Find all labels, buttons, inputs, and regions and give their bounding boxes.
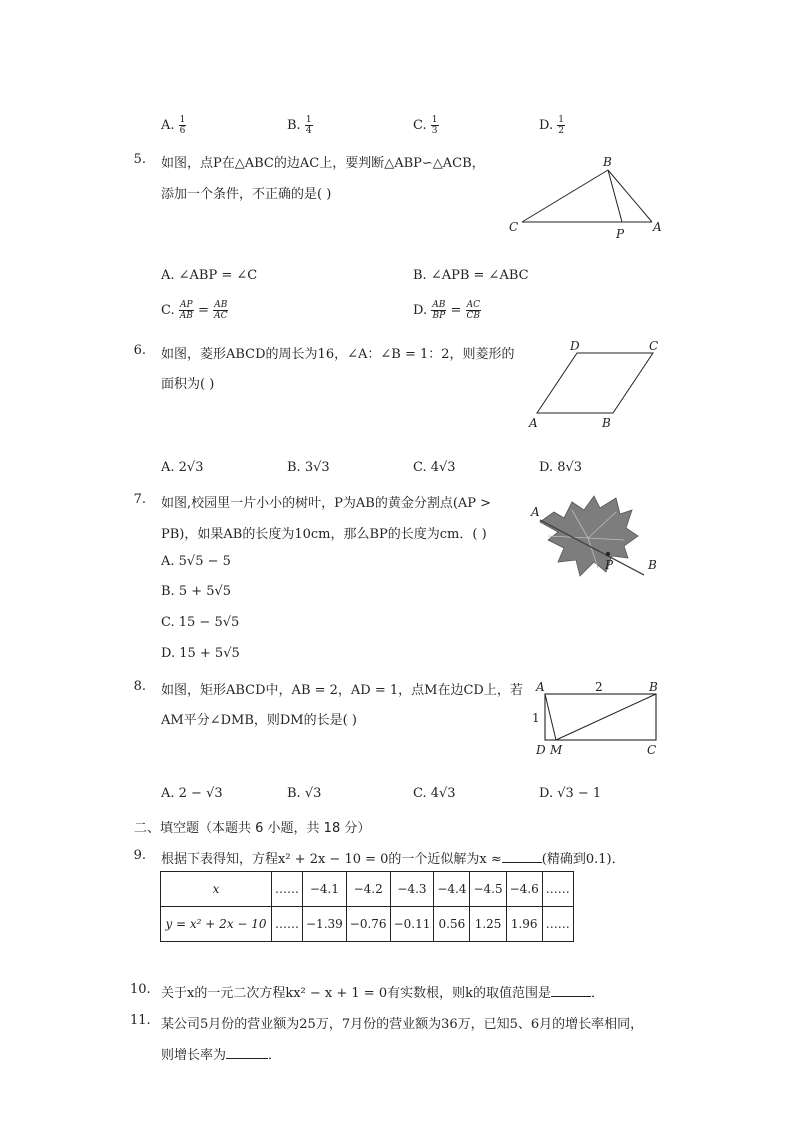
label-b: B: [602, 416, 611, 430]
table-row: y = x² + 2x − 10 …… −1.39 −0.76 −0.11 0.56 1.25 1.96 ……: [161, 907, 574, 942]
option-b: B. 5 + 5√5: [161, 584, 232, 599]
fraction: $\frac{1}{4}$: [305, 115, 312, 136]
option-d: D. √3 − 1: [539, 786, 602, 801]
question-number: 5.: [133, 152, 146, 167]
answer-blank[interactable]: [226, 1057, 268, 1059]
fraction: $\frac{AP}{AB}$: [179, 300, 193, 321]
fraction: $\frac{1}{6}$: [179, 115, 186, 136]
q4-option-d: D. $\frac{1}{2}$: [539, 115, 564, 136]
q4-option-c: C. $\frac{1}{3}$: [413, 115, 438, 136]
label-b: B: [649, 680, 658, 694]
label-1: 1: [532, 711, 540, 725]
fraction: $\frac{1}{3}$: [431, 115, 438, 136]
label-a: A: [531, 505, 540, 519]
label-m: M: [550, 743, 563, 757]
question-number: 8.: [133, 679, 146, 694]
question-text: 关于x的一元二次方程kx² − x + 1 = 0有实数根，则k的取值范围是 ．: [161, 986, 604, 1001]
question-text: 添加一个条件，不正确的是( ): [161, 187, 332, 202]
question-text: 则增长率为 ．: [161, 1048, 282, 1063]
question-number: 6.: [133, 343, 146, 358]
question-text: 如图，点P在△ABC的边AC上，要判断△ABP∽△ACB，: [161, 156, 485, 171]
label-d: D: [570, 339, 580, 353]
value-table: [160, 871, 574, 942]
label-b: B: [603, 155, 612, 169]
label-c: C: [509, 220, 519, 234]
label-a: A: [653, 220, 662, 234]
question-number: 9.: [133, 848, 146, 863]
option-a: A. 2 − √3: [161, 786, 223, 801]
label-a: A: [529, 416, 538, 430]
section-title: 二、填空题（本题共 6 小题，共 18 分）: [134, 821, 371, 836]
question-text: PB)，如果AB的长度为10cm，那么BP的长度为cm．( ): [161, 527, 487, 542]
option-a: A. 2√3: [161, 460, 204, 475]
question-text: 某公司5月份的营业额为25万，7月份的营业额为36万，已知5、6月的增长率相同，: [161, 1017, 644, 1032]
q4-option-a: A. $\frac{1}{6}$: [161, 115, 186, 136]
label-p: P: [616, 227, 625, 241]
triangle-figure: [505, 152, 665, 242]
option-a: A. ∠ABP = ∠C: [161, 268, 258, 283]
label-c: C: [649, 339, 659, 353]
question-number: 7.: [133, 492, 146, 507]
question-text: 如图，菱形ABCD的周长为16，∠A：∠B = 1：2，则菱形的: [161, 347, 515, 362]
answer-blank[interactable]: [551, 995, 591, 997]
option-b: B. 3√3: [287, 460, 330, 475]
option-a: A. 5√5 − 5: [161, 554, 231, 569]
option-c: C. 4√3: [413, 786, 456, 801]
option-b: B. √3: [287, 786, 322, 801]
label-d: D: [536, 743, 546, 757]
option-b: B. ∠APB = ∠ABC: [413, 268, 529, 283]
fraction: $\frac{1}{2}$: [558, 115, 564, 136]
label-2: 2: [595, 680, 603, 694]
question-text: 如图，矩形ABCD中，AB = 2，AD = 1，点M在边CD上，若: [161, 683, 523, 698]
label-b: B: [648, 558, 657, 572]
option-c: C. 15 − 5√5: [161, 615, 240, 630]
option-c: C. 4√3: [413, 460, 456, 475]
q4-option-b: B. $\frac{1}{4}$: [287, 115, 312, 136]
fraction: $\frac{AB}{AC}$: [214, 300, 228, 321]
question-number: 11.: [130, 1013, 151, 1028]
fraction: $\frac{AB}{BP}$: [432, 300, 446, 321]
label-a: A: [536, 680, 545, 694]
option-c: C. $\frac{AP}{AB}$ = $\frac{AB}{AC}$: [161, 300, 228, 321]
rectangle-figure: [528, 676, 668, 761]
label-p: P: [605, 558, 614, 572]
label-c: C: [647, 743, 657, 757]
option-d: D. $\frac{AB}{BP}$ = $\frac{AC}{CB}$: [413, 300, 481, 321]
question-number: 10.: [130, 982, 151, 997]
option-d: D. 15 + 5√5: [161, 646, 240, 661]
question-text: 根据下表得知，方程x² + 2x − 10 = 0的一个近似解为x ≈ (精确到0.1)．: [161, 852, 625, 867]
option-d: D. 8√3: [539, 460, 583, 475]
question-text: AM平分∠DMB，则DM的长是( ): [161, 713, 357, 728]
question-text: 如图,校园里一片小小的树叶，P为AB的黄金分割点(AP >: [161, 496, 492, 511]
question-text: 面积为( ): [161, 377, 215, 392]
answer-blank[interactable]: [502, 861, 542, 863]
leaf-figure: [528, 490, 668, 590]
fraction: $\frac{AC}{CB}$: [466, 300, 481, 321]
table-row: x …… −4.1 −4.2 −4.3 −4.4 −4.5 −4.6 ……: [161, 872, 574, 907]
rhombus-figure: [525, 338, 665, 433]
